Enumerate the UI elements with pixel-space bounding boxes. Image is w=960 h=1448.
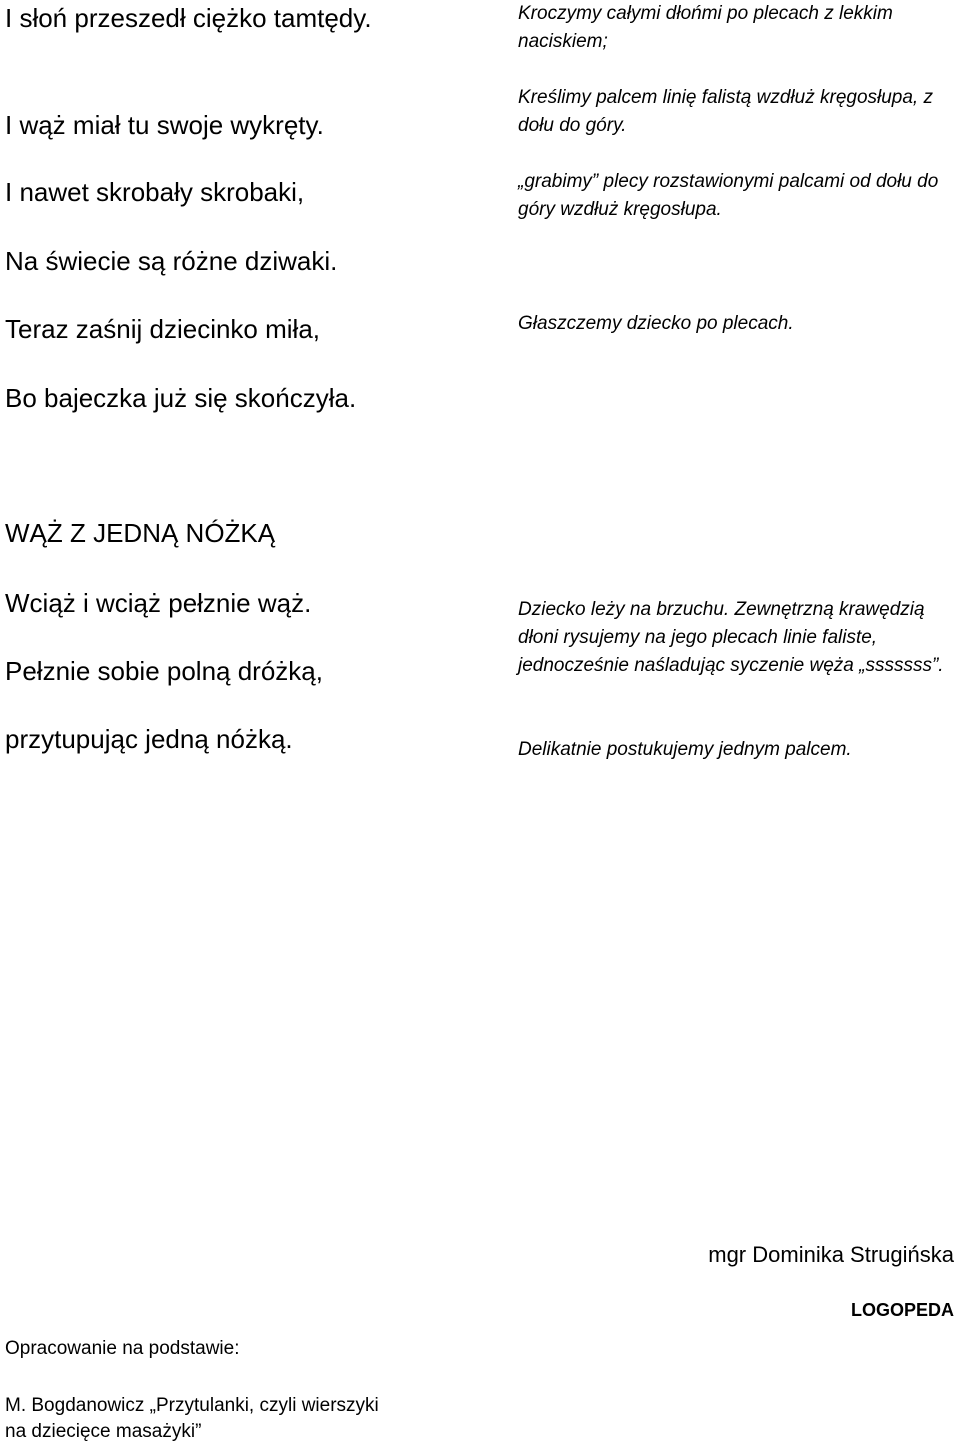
- poem-line: Na świecie są różne dziwaki.: [5, 246, 338, 276]
- instruction-text: „grabimy” plecy rozstawionymi palcami od dołu do góry wzdłuż kręgosłupa.: [518, 171, 939, 220]
- poem-line: Pełznie sobie polną dróżką,: [5, 656, 323, 686]
- poem-line: I wąż miał tu swoje wykręty.: [5, 110, 324, 140]
- instruction-text: Dziecko leży na brzuchu. Zewnętrzną krawędzią dłoni rysujemy na jego plecach linie faliste, jednocześnie naśladując syczenie węża „sssssss”.: [518, 599, 944, 676]
- poem-line: Teraz zaśnij dziecinko miła,: [5, 314, 321, 344]
- author-name: mgr Dominika Strugińska: [708, 1242, 954, 1267]
- instruction-text: Kroczymy całymi dłońmi po plecach z lekkim naciskiem;: [518, 3, 893, 52]
- poem-title: WĄŻ Z JEDNĄ NÓŻKĄ: [5, 518, 276, 548]
- instruction-text: Delikatnie postukujemy jednym palcem.: [518, 739, 852, 760]
- source-citation: M. Bogdanowicz „Przytulanki, czyli wierszyki na dziecięce masażyki”: [5, 1395, 379, 1442]
- poem-line: Bo bajeczka już się skończyła.: [5, 383, 357, 413]
- poem-line: Wciąż i wciąż pełznie wąż.: [5, 588, 312, 618]
- instruction-text: Głaszczemy dziecko po plecach.: [518, 313, 794, 334]
- source-label: Opracowanie na podstawie:: [5, 1338, 240, 1359]
- instruction-text: Kreślimy palcem linię falistą wzdłuż kręgosłupa, z dołu do góry.: [518, 87, 933, 136]
- poem-line: I słoń przeszedł ciężko tamtędy.: [5, 3, 372, 33]
- poem-line: I nawet skrobały skrobaki,: [5, 177, 305, 207]
- poem-line: przytupując jedną nóżką.: [5, 724, 293, 754]
- author-role: LOGOPEDA: [850, 1300, 954, 1320]
